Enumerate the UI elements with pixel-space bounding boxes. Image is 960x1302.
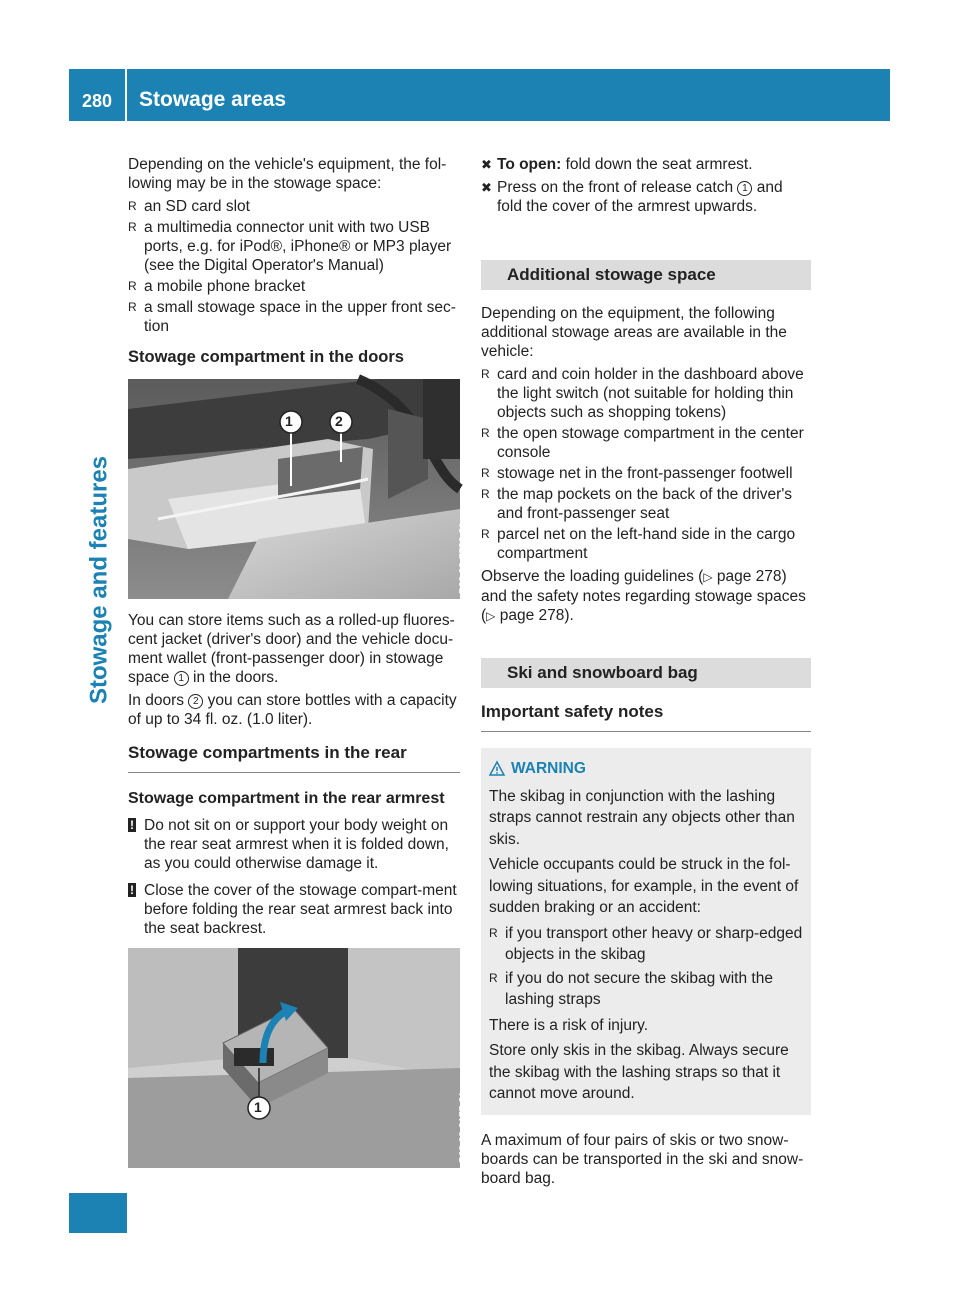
additional-intro: Depending on the equipment, the following additional stowage areas are available in the vehicle:: [481, 305, 787, 360]
bullet-icon: R: [128, 220, 137, 234]
door-photo-graphic: [128, 379, 460, 599]
list-item: R if you do not secure the skibag with the lashing straps: [489, 969, 773, 1008]
rear-armrest-photo: [128, 948, 469, 1168]
page-header: [69, 69, 890, 121]
warning-text: There is a risk of injury.: [489, 1016, 649, 1034]
callout-1: 1: [254, 1099, 262, 1115]
exclamation-icon: !: [130, 883, 134, 897]
warning-triangle-icon: [489, 761, 505, 777]
rear-photo-graphic: [128, 948, 460, 1168]
intro-paragraph: Depending on the vehicle's equipment, the fol-lowing may be in the stowage space:: [128, 156, 447, 192]
safety-heading: Important safety notes: [481, 702, 811, 732]
list-item: R a small stowage space in the upper front sec-tion: [128, 299, 456, 335]
doors-heading: Stowage compartment in the doors: [128, 348, 404, 366]
notice-2: ! Close the cover of the stowage compart-ment before folding the rear seat armrest back into the seat backrest.: [130, 882, 457, 937]
warning-box: [481, 748, 811, 1115]
bullet-icon: R: [481, 527, 490, 541]
callout-1: 1: [285, 413, 293, 429]
warning-title: WARNING: [489, 758, 803, 780]
callout-marker: 1: [737, 181, 752, 196]
right-column: [481, 155, 811, 1192]
page-title: Stowage areas: [139, 87, 287, 111]
doors-paragraph-1: You can store items such as a rolled-up fluores-cent jacket (driver's door) and the vehicle docu-ment wallet (front-passenger door) in stowage space 1 in the doors.: [128, 612, 455, 686]
list-item: R the map pockets on the back of the driver's and front-passenger seat: [481, 486, 793, 522]
left-column: [128, 155, 469, 1180]
page-number: 280: [69, 69, 127, 121]
step-open: ✖ To open: fold down the seat armrest.: [481, 156, 753, 173]
warning-list: [489, 923, 803, 1011]
photo-code: P68.00-8177-31: [458, 1091, 469, 1163]
list-item: R stowage net in the front-passenger footwell: [481, 465, 793, 482]
list-item: R card and coin holder in the dashboard above the light switch (not suitable for holding thin objects such as shopping tokens): [481, 366, 804, 421]
photo-code: P68.00-7789-31: [458, 522, 469, 594]
final-paragraph: A maximum of four pairs of skis or two snow-boards can be transported in the ski and snow-board bag.: [481, 1131, 804, 1187]
bullet-icon: R: [128, 279, 137, 293]
list-item: R parcel net on the left-hand side in the cargo compartment: [481, 526, 796, 562]
bullet-icon: R: [481, 426, 490, 440]
page-ref-icon: ▷: [486, 609, 496, 623]
list-item: R a multimedia connector unit with two USB ports, e.g. for iPod®, iPhone® or MP3 player (see the Digital Operator's Manual): [128, 219, 452, 274]
armrest-heading: Stowage compartment in the rear armrest: [128, 790, 445, 807]
exclamation-icon: !: [130, 818, 134, 832]
bullet-icon: R: [489, 925, 498, 940]
ski-heading: Ski and snowboard bag: [481, 658, 811, 688]
observe-paragraph: Observe the loading guidelines (▷ page 278) and the safety notes regarding stowage spaces (▷ page 278).: [481, 568, 806, 624]
additional-heading: Additional stowage space: [481, 260, 811, 290]
page-ref-link[interactable]: page 278: [716, 568, 782, 585]
bullet-icon: R: [489, 970, 498, 985]
list-item: R if you transport other heavy or sharp-edged objects in the skibag: [489, 924, 803, 963]
door-armrest-photo: [128, 379, 469, 599]
bullet-icon: R: [128, 300, 137, 314]
step-arrow-icon: ✖: [481, 157, 492, 172]
warning-text: Store only skis in the skibag. Always secure the skibag with the lashing straps so that it cannot move around.: [489, 1042, 789, 1102]
callout-2: 2: [335, 413, 343, 429]
rear-heading: Stowage compartments in the rear: [128, 743, 460, 773]
bullet-icon: R: [128, 199, 137, 213]
step-release: ✖ Press on the front of release catch 1 and fold the cover of the armrest upwards.: [481, 179, 783, 215]
notice-1: ! Do not sit on or support your body weight on the rear seat armrest when it is folded down, as you could otherwise damage it.: [130, 817, 449, 872]
bullet-icon: R: [481, 487, 490, 501]
bullet-icon: R: [481, 367, 490, 381]
side-tab-label: Stowage and features: [85, 455, 113, 705]
side-tab-box: [69, 1193, 127, 1233]
step-arrow-icon: ✖: [481, 180, 492, 195]
page-ref-link[interactable]: page 278: [499, 607, 565, 624]
callout-marker: 2: [188, 694, 203, 709]
warning-text: Vehicle occupants could be struck in the fol-lowing situations, for example, in the event of sudden braking or an accident:: [489, 856, 799, 916]
list-item: R a mobile phone bracket: [128, 278, 306, 295]
list-item: R an SD card slot: [128, 198, 250, 215]
doors-paragraph-2: In doors 2 you can store bottles with a capacity of up to 34 fl. oz. (1.0 liter).: [128, 692, 457, 728]
page-ref-icon: ▷: [703, 570, 713, 584]
additional-list: [481, 365, 811, 563]
bullet-icon: R: [481, 466, 490, 480]
intro-list: [128, 197, 460, 336]
callout-marker: 1: [174, 671, 189, 686]
list-item: R the open stowage compartment in the center console: [481, 425, 804, 461]
warning-text: The skibag in conjunction with the lashing straps cannot restrain any objects other than skis.: [489, 787, 795, 848]
